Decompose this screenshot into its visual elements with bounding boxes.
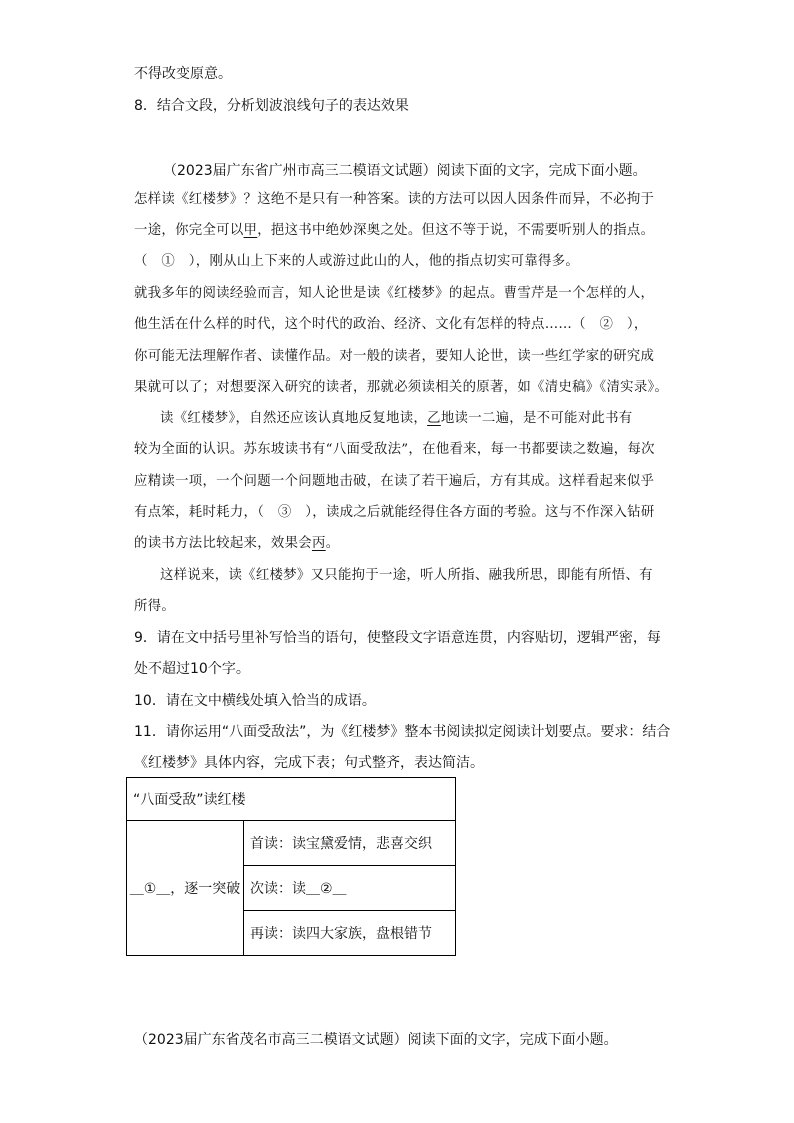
table-left-cell: ＿①＿，逐一突破 [127, 821, 244, 956]
passage-line: 较为全面的认识。苏东坡读书有“八面受敌法”，在他看来，每一书都要读之数遍，每次 [134, 442, 655, 457]
passage-line: 果就可以了；对想要深入研究的读者，那就必须读相关的原著，如《清史稿》《清实录》。 [134, 380, 669, 395]
passage-line: 你可能无法理解作者、读懂作品。对一般的读者，要知人论世，读一些红学家的研究成 [134, 349, 655, 364]
next-passage-intro: （2023届广东省茂名市高三二模语文试题）阅读下面的文字，完成下面小题。 [134, 1032, 618, 1048]
question-9-cont: 处不超过10个字。 [134, 661, 250, 677]
table-header: “八面受敌”读红楼 [127, 778, 456, 821]
passage-line: 应精读一项，一个问题一个问题地击破，在读了若干遍后，方有其成。这样看起来似乎 [134, 474, 655, 489]
question-9: 9．请在文中括号里补写恰当的语句，使整段文字语意连贯，内容贴切，逻辑严密，每 [134, 630, 661, 646]
passage-text: 读《红楼梦》，自然还应该认真地反复地读， [160, 411, 428, 426]
passage-line [134, 221, 654, 241]
passage-line: 就我多年的阅读经验而言，知人论世是读《红楼梦》的起点。曹雪芹是一个怎样的人， [134, 286, 655, 301]
passage-text: 。 [325, 536, 340, 551]
passage-line: 怎样读《红楼梦》？这绝不是只有一种答案。读的方法可以因人因条件而异，不必拘于 [134, 192, 655, 207]
passage-text: 的读书方法比较起来，效果会 [134, 536, 312, 551]
reading-plan-table [126, 777, 456, 956]
question-10: 10．请在文中横线处填入恰当的成语。 [134, 693, 376, 709]
passage-line: 他生活在什么样的时代，这个时代的政治、经济、文化有怎样的特点……（ ② ）， [134, 317, 648, 332]
table-row: 次读：读＿②＿ [244, 866, 456, 911]
passage-text: ，挹这书中绝妙深奥之处。但这不等于说，不需要听别人的指点。 [257, 223, 655, 238]
table-row: 再读：读四大家族，盘根错节 [244, 911, 456, 956]
passage-intro: （2023届广东省广州市高三二模语文试题）阅读下面的文字，完成下面小题。 [163, 163, 647, 179]
question-11: 11．请你运用“八面受敌法”，为《红楼梦》整本书阅读拟定阅读计划要点。要求：结合 [134, 724, 671, 740]
passage-text: 一途，你完全可以 [134, 223, 244, 238]
passage-line [134, 534, 339, 554]
passage-line: （ ① ），刚从山上下来的人或游过此山的人，他的指点切实可靠得多。 [134, 254, 580, 269]
passage-line: 这样说来，读《红楼梦》又只能拘于一途，听人所指、融我所思，即能有所悟、有 [160, 568, 653, 583]
passage-line [160, 409, 633, 429]
blank-bing: 丙 [311, 536, 326, 551]
blank-yi: 乙 [427, 411, 441, 426]
question-8: 8．结合文段，分析划波浪线句子的表达效果 [134, 98, 409, 114]
passage-line: 有点笨，耗时耗力，（ ③ ），读成之后就能经得住各方面的考验。这与不作深入钻研 [134, 505, 655, 520]
blank-jia: 甲 [243, 223, 258, 238]
text-line: 不得改变原意。 [134, 66, 232, 82]
table-row: 首读：读宝黛爱情，悲喜交织 [244, 821, 456, 866]
passage-line: 所得。 [134, 599, 176, 614]
passage-text: 地读一二遍，是不可能对此书有 [440, 411, 633, 426]
question-11-cont: 《红楼梦》具体内容，完成下表；句式整齐，表达简洁。 [134, 755, 484, 771]
